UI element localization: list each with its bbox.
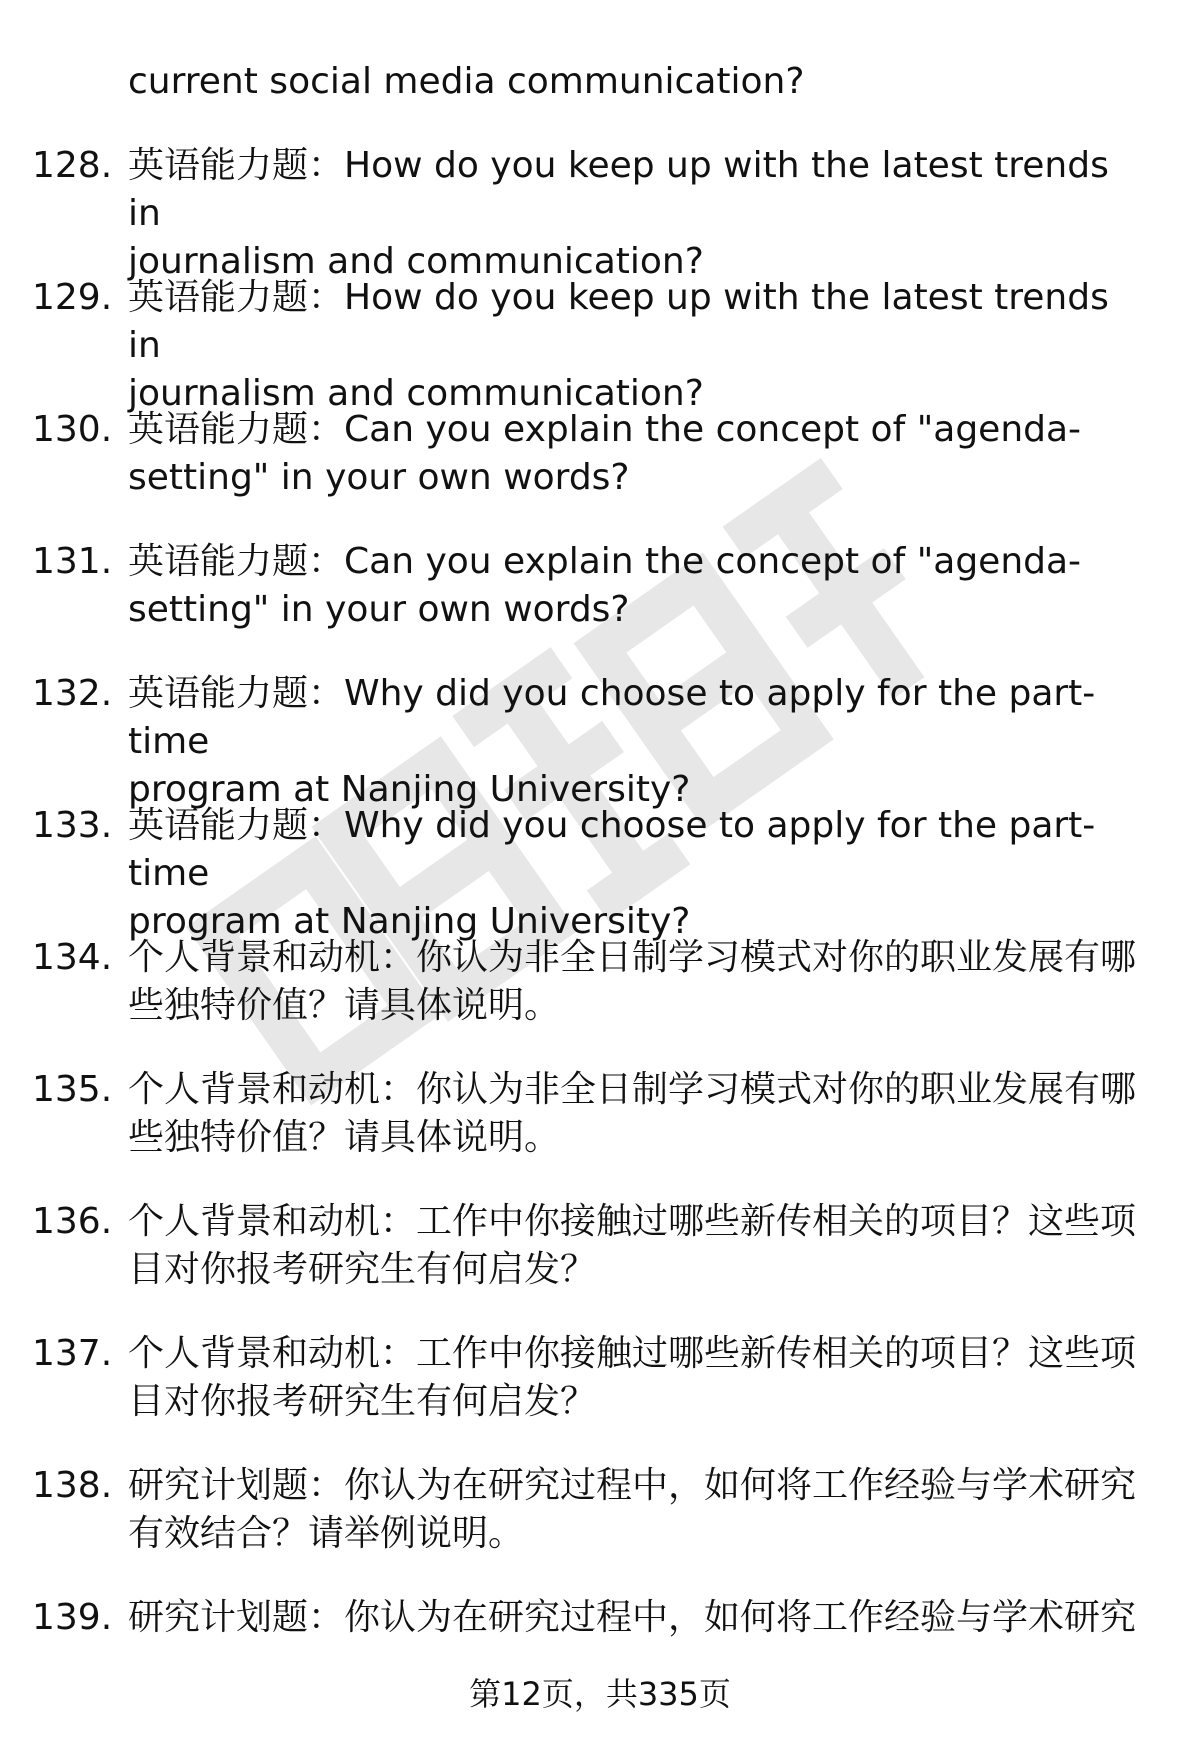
question-text: 英语能力题：How do you keep up with the latest trends in journalism and communication?: [128, 145, 1109, 282]
question-text: 个人背景和动机：你认为非全日制学习模式对你的职业发展有哪 些独特价值？请具体说明。: [128, 1069, 1137, 1158]
page-footer: 第12页，共335页: [469, 1675, 731, 1713]
question-number: 134.: [32, 937, 113, 978]
question-text: 研究计划题：你认为在研究过程中，如何将工作经验与学术研究 有效结合？请举例说明。: [128, 1465, 1137, 1554]
question-number: 133.: [32, 805, 113, 846]
question-number: 128.: [32, 145, 113, 186]
question-number: 129.: [32, 277, 113, 318]
question-list: [0, 142, 1200, 1726]
question-text: 个人背景和动机：工作中你接触过哪些新传相关的项目？这些项 目对你报考研究生有何启发？: [128, 1333, 1137, 1422]
question-text: 英语能力题：How do you keep up with the latest trends in journalism and communication?: [128, 277, 1109, 414]
question-item: [0, 934, 1200, 1066]
question-number: 131.: [32, 541, 113, 582]
question-text: 英语能力题：Can you explain the concept of "agenda- setting" in your own words?: [128, 409, 1082, 498]
question-text: 个人背景和动机：工作中你接触过哪些新传相关的项目？这些项 目对你报考研究生有何启发？: [128, 1201, 1137, 1290]
question-number: 136.: [32, 1201, 113, 1242]
question-item: [0, 1066, 1200, 1198]
question-item: [0, 538, 1200, 670]
question-text: 研究计划题：你认为在研究过程中，如何将工作经验与学术研究: [128, 1597, 1137, 1638]
question-text: 英语能力题：Can you explain the concept of "agenda- setting" in your own words?: [128, 541, 1082, 630]
question-item: [0, 406, 1200, 538]
question-number: 130.: [32, 409, 113, 450]
question-number: 137.: [32, 1333, 113, 1374]
question-item: [0, 142, 1200, 282]
question-number: 138.: [32, 1465, 113, 1506]
question-number: 139.: [32, 1597, 113, 1638]
question-text: 个人背景和动机：你认为非全日制学习模式对你的职业发展有哪 些独特价值？请具体说明。: [128, 937, 1137, 1026]
question-item: [0, 1198, 1200, 1330]
question-number: 135.: [32, 1069, 113, 1110]
question-item: [0, 1462, 1200, 1594]
question-text: 英语能力题：Why did you choose to apply for the part-time program at Nanjing University?: [128, 673, 1096, 810]
question-item: [0, 802, 1200, 942]
question-item: [0, 1330, 1200, 1462]
question-item: [0, 670, 1200, 810]
question-text: 英语能力题：Why did you choose to apply for the part-time program at Nanjing University?: [128, 805, 1096, 942]
question-number: 132.: [32, 673, 113, 714]
continued-question-line: current social media communication?: [128, 61, 805, 102]
question-item: [0, 274, 1200, 414]
